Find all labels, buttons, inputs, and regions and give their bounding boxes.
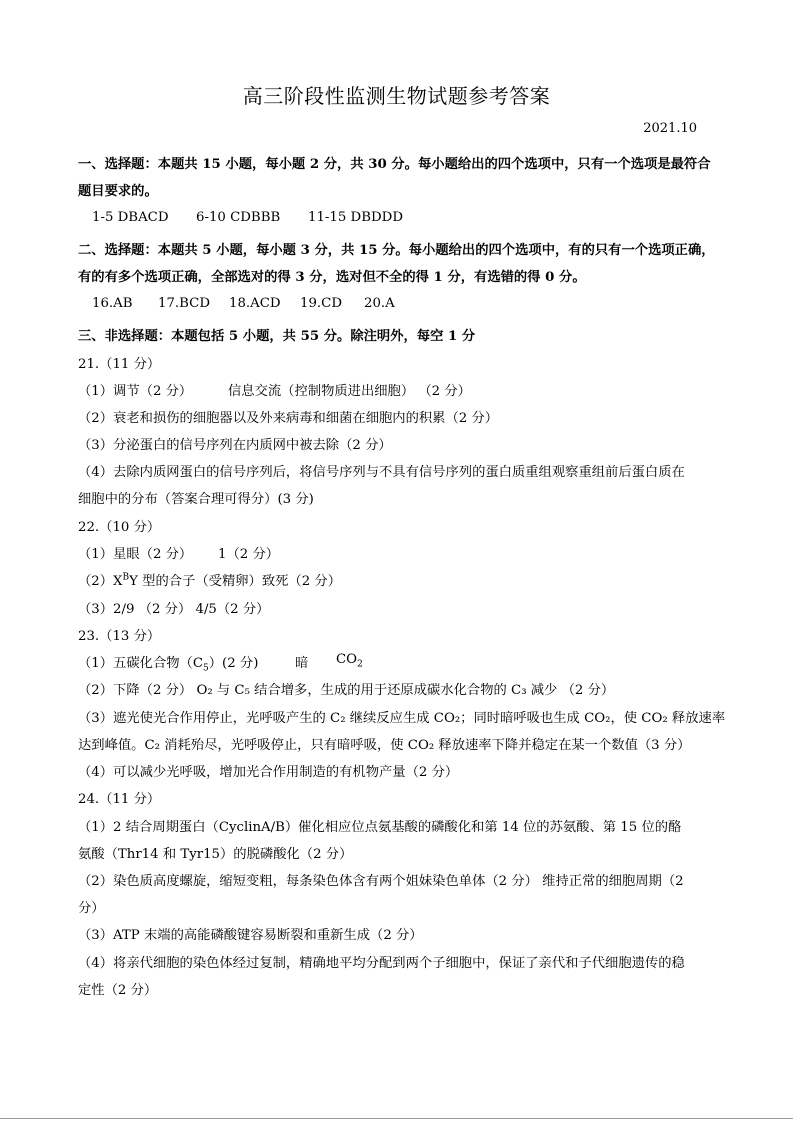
page-title: 高三阶段性监测生物试题参考答案 [242, 84, 551, 108]
q21-header: 21.（11 分） [78, 357, 161, 372]
q21-answer-4-line2: 细胞中的分布（答案合理可得分）(3 分) [78, 492, 314, 507]
q23-answer-1-dark: 暗 [295, 656, 309, 671]
section3-heading: 三、非选择题：本题包括 5 小题，共 55 分。除注明外，每空 1 分 [78, 329, 476, 344]
q23-answer-3-line2: 达到峰值。C₂ 消耗殆尽，光呼吸停止，只有暗呼吸，使 CO₂ 释放速率下降并稳定在某一个数值（3 分） [78, 738, 691, 753]
q21-answer-1b: 信息交流（控制物质进出细胞） （2 分） [228, 384, 471, 399]
q23-answer-1 [78, 652, 258, 674]
q24-header: 24.（11 分） [78, 792, 161, 807]
q23-header: 23.（13 分） [78, 629, 161, 644]
section2-answer-19: 19.CD [300, 296, 342, 311]
q23-answer-3-line1: （3）遮光使光合作用停止，光呼吸产生的 C₂ 继续反应生成 CO₂；同时暗呼吸也生成 CO₂，使 CO₂ 释放速率 [78, 711, 726, 726]
q22-answer-1: （1）星眼（2 分） [78, 547, 193, 562]
q21-answer-1: （1）调节（2 分） [78, 384, 193, 399]
section2-answer-18: 18.ACD [229, 296, 281, 311]
q23-answer-4: （4）可以减少光呼吸，增加光合作用制造的有机物产量（2 分） [78, 765, 459, 780]
section1-answer-11-15: 11-15 DBDDD [308, 210, 403, 225]
section1-answer-1-5: 1-5 DBACD [92, 210, 169, 225]
q24-answer-1-line1: （1）2 结合周期蛋白（CyclinA/B）催化相应位点氨基酸的磷酸化和第 14 位的苏氨酸、第 15 位的酪 [78, 820, 682, 835]
q24-answer-2-line1: （2）染色质高度螺旋，缩短变粗，每条染色体含有两个姐妹染色单体（2 分） 维持正常的细胞周期（2 [78, 874, 684, 889]
q22-answer-2-superscript: B [122, 572, 130, 583]
q24-answer-4-line1: （4）将亲代细胞的染色体经过复制，精确地平均分配到两个子细胞中，保证了亲代和子代细胞遗传的稳 [78, 956, 685, 971]
q24-answer-4-line2: 定性（2 分） [78, 983, 158, 998]
q22-answer-2-text: Y 型的合子（受精卵）致死（2 分） [129, 574, 342, 589]
q21-answer-3: （3）分泌蛋白的信号序列在内质网中被去除（2 分） [78, 438, 392, 453]
section1-heading-line2: 题目要求的。 [78, 184, 158, 199]
section2-answer-16: 16.AB [92, 296, 133, 311]
section2-heading-line2: 有的有多个选项正确，全部选对的得 3 分，选对但不全的得 1 分，有选错的得 0 分。 [78, 270, 586, 285]
q24-answer-3: （3）ATP 末端的高能磷酸键容易断裂和重新生成（2 分） [78, 928, 423, 943]
q23-answer-1-prefix: （1）五碳化合物（C [78, 656, 204, 671]
page-bottom-rule [0, 1118, 793, 1119]
section1-answer-6-10: 6-10 CDBBB [196, 210, 281, 225]
q23-answer-1-subscript: 5 [203, 663, 209, 674]
q22-answer-2-prefix: （2）X [78, 574, 123, 589]
q21-answer-4-line1: （4）去除内质网蛋白的信号序列后，将信号序列与不具有信号序列的蛋白质重组观察重组前后蛋白质在 [78, 465, 685, 480]
q23-answer-1-co2 [336, 652, 363, 670]
q23-answer-2: （2）下降（2 分） O₂ 与 C₅ 结合增多，生成的用于还原成碳水化合物的 C₃ 减少 （2 分） [78, 683, 615, 698]
q22-answer-2 [78, 570, 341, 589]
section2-heading-line1: 二、选择题：本题共 5 小题，每小题 3 分，共 15 分。每小题给出的四个选项中，有的只有一个选项正确， [78, 243, 715, 258]
q22-header: 22.（10 分） [78, 520, 161, 535]
q22-answer-3: （3）2/9 （2 分） 4/5（2 分） [78, 602, 270, 617]
section2-answer-17: 17.BCD [158, 296, 210, 311]
section2-answer-20: 20.A [364, 296, 395, 311]
q22-answer-1b: 1（2 分） [218, 547, 280, 562]
q21-answer-2: （2）衰老和损伤的细胞器以及外来病毒和细菌在细胞内的积累（2 分） [78, 411, 499, 426]
document-date: 2021.10 [643, 121, 697, 136]
q23-answer-1-co2-text: CO [336, 652, 358, 667]
q23-answer-1-co2-subscript: 2 [357, 659, 363, 670]
q24-answer-2-line2: 分） [78, 901, 105, 916]
q24-answer-1-line2: 氨酸（Thr14 和 Tyr15）的脱磷酸化（2 分） [78, 847, 353, 862]
section1-heading-line1: 一、选择题：本题共 15 小题，每小题 2 分，共 30 分。每小题给出的四个选项中，只有一个选项是最符合 [78, 157, 711, 172]
q23-answer-1-text: ）(2 分) [208, 656, 259, 671]
